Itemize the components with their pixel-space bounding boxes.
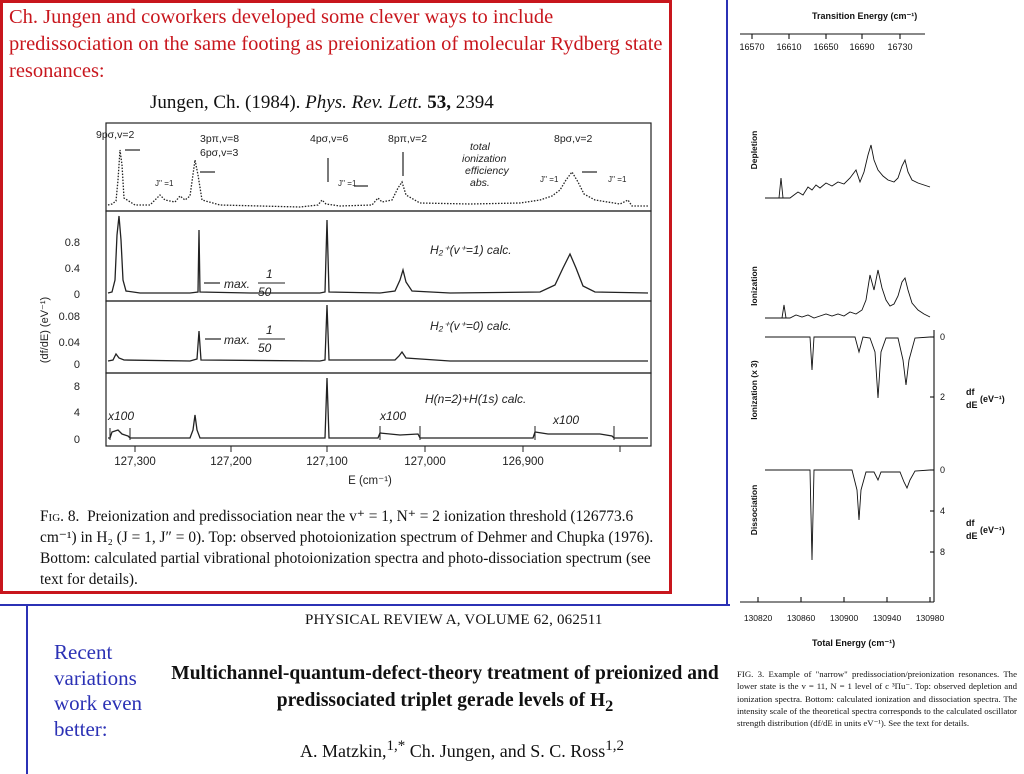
fig3-bottom-axis-title: Total Energy (cm⁻¹) bbox=[812, 638, 896, 648]
ytick-p3-2: 0 bbox=[73, 359, 80, 371]
annotation-line-4: abs. bbox=[470, 177, 490, 189]
ytick-p2-0: 0.8 bbox=[64, 237, 80, 249]
ytick-p3-1: 0.04 bbox=[58, 337, 80, 349]
fig3-unit-num-2: df bbox=[966, 518, 975, 528]
peak-label-8ps: 8pσ,v=2 bbox=[554, 133, 593, 145]
fig3-dis-tick-2: 8 bbox=[940, 547, 946, 557]
xtick-2: 127,100 bbox=[306, 456, 348, 468]
peak-label-9ps: 9pσ,v=2 bbox=[96, 129, 135, 141]
peak-label-3ppi: 3pπ,v=8 bbox=[200, 133, 240, 145]
fig3-dis-tick-1: 4 bbox=[940, 506, 946, 516]
max-label-2: max. bbox=[224, 333, 251, 347]
reference: Jungen, Ch. (1984). Phys. Rev. Lett. 53, 2394 bbox=[150, 92, 494, 113]
fig3-top-axis-title: Transition Energy (cm⁻¹) bbox=[812, 11, 918, 21]
fig3-ionization-trace bbox=[765, 270, 930, 318]
max-frac-den-1: 50 bbox=[258, 285, 272, 299]
x-axis-label: E (cm⁻¹) bbox=[348, 475, 392, 487]
fig3-top-tick-3: 16690 bbox=[849, 42, 875, 52]
xtick-3: 127,000 bbox=[404, 456, 446, 468]
fig3-unit-num-1: df bbox=[966, 387, 975, 397]
ytick-p2-1: 0.4 bbox=[64, 263, 80, 275]
x100-label-3: x100 bbox=[553, 413, 580, 427]
panel2-label: H₂⁺(v⁺=1) calc. bbox=[430, 243, 512, 257]
ytick-p3-0: 0.08 bbox=[58, 311, 80, 323]
fig3-caption: FIG. 3. Example of "narrow" predissociation/preionization resonances. The lower state is the v = 11, N = 1 level of c ³Πu⁻. Top: observed depletion and ionization spectra. Bottom: calculated ionization and dissociation spectra. The intensity scale of the theoretical spectra corresponds to the calculated oscillator strength distribution (df/dE in units eV⁻¹). See the text for details. bbox=[737, 669, 1017, 729]
fig3-depletion-trace bbox=[765, 145, 930, 198]
j-label-2: J'' =1 bbox=[338, 179, 357, 188]
fig3-bottom-tick-2: 130900 bbox=[829, 613, 859, 623]
fig3-calc-dissociation bbox=[765, 470, 930, 560]
annotation-line-1: total bbox=[470, 141, 490, 153]
fig3-top-tick-4: 16730 bbox=[887, 42, 913, 52]
panel3-label: H₂⁺(v⁺=0) calc. bbox=[430, 319, 512, 333]
peak-label-4ps: 4pσ,v=6 bbox=[310, 133, 349, 145]
fig3-label-ionization-x3: Ionization (x 3) bbox=[749, 360, 759, 420]
max-frac-den-2: 50 bbox=[258, 341, 272, 355]
fig3-ion-tick-0: 0 bbox=[940, 332, 946, 342]
fig3-ionization-spike bbox=[782, 305, 786, 318]
fig3-top-tick-2: 16650 bbox=[813, 42, 839, 52]
xtick-4: 126,900 bbox=[502, 456, 544, 468]
peak-label-6ps: 6pσ,v=3 bbox=[200, 147, 239, 159]
max-label-1: max. bbox=[224, 277, 251, 291]
fig3-label-dissociation: Dissociation bbox=[749, 484, 759, 536]
fig3-dis-tick-0: 0 bbox=[940, 465, 946, 475]
fig3-bottom-tick-1: 130860 bbox=[786, 613, 816, 623]
y-axis-label: (df/dE) (eV⁻¹) bbox=[39, 296, 51, 364]
fig3-calc-ionization bbox=[765, 337, 930, 398]
pra-header: PHYSICAL REVIEW A, VOLUME 62, 062511 bbox=[305, 612, 603, 628]
peak-label-8ppi: 8pπ,v=2 bbox=[388, 133, 428, 145]
j-label-3: J'' =1 bbox=[540, 175, 559, 184]
fig3-label-depletion: Depletion bbox=[749, 130, 759, 170]
fig3-unit-2: (eV⁻¹) bbox=[980, 525, 1005, 535]
fig3-bottom-tick-4: 130980 bbox=[915, 613, 945, 623]
fig3-ion-tick-1: 2 bbox=[940, 392, 946, 402]
ytick-p2-2: 0 bbox=[73, 289, 80, 301]
xtick-0: 127,300 bbox=[114, 456, 156, 468]
ytick-p4-0: 8 bbox=[73, 381, 80, 393]
max-frac-num-1: 1 bbox=[266, 267, 273, 281]
fig3-unit-den-1: dE bbox=[966, 400, 978, 410]
j-label-1: J'' =1 bbox=[155, 179, 174, 188]
x100-label-2: x100 bbox=[380, 409, 407, 423]
fig3-top-tick-0: 16570 bbox=[739, 42, 765, 52]
fig8-caption: Fig. 8. Preionization and predissociation near the v⁺ = 1, N⁺ = 2 ionization threshold (126773.6 cm⁻¹) in H₂ (J = 1, J″ = 0). Top: observed photoionization spectrum of Dehmer and Chupka (1976). Bottom: calculated partial vibrational photoionization spectra and photo-dissociation spectrum (see text for details). bbox=[40, 508, 654, 588]
xtick-1: 127,200 bbox=[210, 456, 252, 468]
fig3-bottom-tick-0: 130820 bbox=[743, 613, 773, 623]
annotation-line-2: ionization bbox=[462, 153, 507, 165]
fig3-top-tick-1: 16610 bbox=[776, 42, 802, 52]
max-frac-num-2: 1 bbox=[266, 323, 273, 337]
fig3-bottom-tick-3: 130940 bbox=[872, 613, 902, 623]
j-label-4: J'' =1 bbox=[608, 175, 627, 184]
side-note: Recent variations work even better: bbox=[54, 640, 143, 741]
pra-title: Multichannel-quantum-defect-theory treatment of preionized and predissociated triplet gerade levels of $H_2$ bbox=[171, 663, 719, 715]
fig3-unit-1: (eV⁻¹) bbox=[980, 394, 1005, 404]
panel4-label: H(n=2)+H(1s) calc. bbox=[425, 392, 527, 406]
fig3-label-ionization: Ionization bbox=[749, 266, 759, 306]
fig3-depletion-spike bbox=[779, 178, 783, 198]
fig3-unit-den-2: dE bbox=[966, 531, 978, 541]
x100-label-1: x100 bbox=[108, 409, 135, 423]
pra-authors: A. Matzkin,$^{1,*}$ Ch. Jungen, and S. C. Ross$^{1,2}$ bbox=[299, 738, 624, 761]
intro-text: Ch. Jungen and coworkers developed some clever ways to include predissociation on the same footing as preionization of molecular Rydberg state resonances: bbox=[9, 6, 663, 82]
annotation-line-3: efficiency bbox=[465, 165, 509, 177]
ytick-p4-1: 4 bbox=[73, 407, 80, 419]
ytick-p4-2: 0 bbox=[73, 434, 80, 446]
